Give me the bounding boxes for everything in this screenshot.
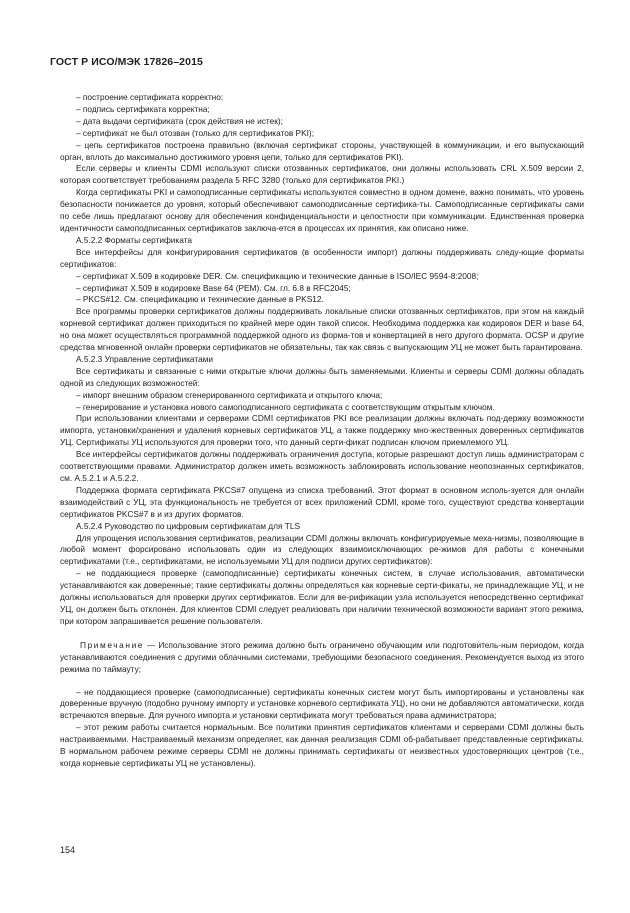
- list-item: – построение сертификата корректно;: [76, 92, 224, 102]
- paragraph: Когда сертификаты PKI и самоподписанные сертификаты используются совместно в одном домене, важно понимать, что уровень безопасности понижается до уровня, который обеспечивают самоподписанные сертифика-ты. Самоподписанные сертификаты сами по себе лишь предлагают основу для обеспечения конфиденциальности и целостности при коммуникации. Единственная проверка идентичности самоподписанных сертификатов заключа-ется в процессах их принятия, как описано ниже.: [60, 187, 584, 233]
- document-header: ГОСТ Р ИСО/МЭК 17826–2015: [50, 56, 203, 68]
- paragraph: Все программы проверки сертификатов должны поддерживать локальные списки отозванных сертификатов, при этом на каждый корневой сертификат должен приходиться по крайней мере один такой список. Необходима поддержка как кодировок DER и base 64, но она может осуществляться программной поддержкой одного из форма-тов и конвертацией в него другого формата. OCSP и другие средства мгновенной онлайн проверки сертификатов не обязательны, так как связь с выпускающим УЦ не может быть гарантирована.: [60, 306, 584, 353]
- paragraph: Если серверы и клиенты CDMI используют списки отозванных сертификатов, они должны использовать CRL X.509 версии 2, которая соответствует требованиям раздела 5 RFC 3280 (только для сертификатов PKI.): [60, 163, 584, 186]
- list-item: – генерирование и установка нового самоподписанного сертификата с соответствующим открытым ключом.: [76, 401, 495, 412]
- list-item: – цепь сертификатов построена правильно (включая сертификат стороны, участвующей в коммуникации, и его выпускающий орган, вплоть до максимально достижимого уровня цепи, только для сертификатов PKI).: [60, 139, 584, 162]
- list-item: – сертификат не был отозван (только для сертификатов PKI);: [76, 127, 315, 138]
- list-item: – сертификат X.509 в кодировке Base 64 (PEM). См. гл. 6.8 в RFC2045;: [76, 282, 351, 293]
- list-item: – PKCS#12. См. спецификацию и технические данные в PKS12.: [76, 294, 324, 305]
- paragraph: – этот режим работы считается нормальным. Все политики принятия сертификатов клиентами и серверами CDMI должны быть настраиваемыми. Настраиваемый механизм определяет, как данная реализация CDMI об-рабатывает представленные сертификаты. В нормальном рабочем режиме серверы CDMI не должны принимать сертификаты от неизвестных удостоверяющих центров (т.е., когда корневые сертификаты УЦ не установлены).: [60, 722, 584, 768]
- paragraph: Все сертификаты и связанные с ними открытые ключи должны быть заменяемыми. Клиенты и серверы CDMI должны обладать одной из следующих возможностей:: [60, 365, 584, 388]
- paragraph: – не поддающиеся проверке (самоподписанные) сертификаты конечных систем, в случае использования, автоматически устанавливаются как доверенные; такие сертификаты должны определяться как корневые серти-фикаты, не принадлежащие УЦ, и не должны использоваться для проверки других сертификатов. Если для ве-рификации узла используется непосредственно сертификат УЦ, он должен быть отклонен. Для клиентов CDMI следует реализовать при наличии технической возможности вариант этого режима, при котором запрашивается решение пользователя.: [60, 568, 584, 626]
- paragraph: Все интерфейсы сертификатов должны поддерживать ограничения доступа, которые разрешают доступ лишь администраторам с соответствующими правами. Администратор должен иметь возможность заблокировать использование неопознанных сертификатов, см. А.5.2.1 и А.5.2.2.: [60, 449, 584, 483]
- section-heading: А.5.2.3 Управление сертификатами: [76, 353, 214, 364]
- page-number: 154: [60, 845, 76, 855]
- section-heading: А.5.2.4 Руководство по цифровым сертификатам для TLS: [76, 520, 300, 531]
- list-item: – подпись сертификата корректна;: [76, 103, 210, 114]
- list-item: – сертификат X.509 в кодировке DER. См. спецификацию и технические данные в ISO/IEC 9594-8:2008;: [76, 270, 479, 281]
- list-item: – дата выдачи сертификата (срок действия не истек);: [76, 115, 283, 126]
- paragraph: – не поддающиеся проверке (самоподписанные) сертификаты конечных систем могут быть импортированы и установлены как доверенные вручную (подобно ручному импорту и установке корневого сертификата УЦ), но они не добавляются автоматически, когда встречаются впервые. Для ручного импорта и установки сертификата могут требоваться права администратора;: [60, 686, 584, 721]
- note: [60, 640, 584, 676]
- note-title: Примечание: [80, 639, 145, 650]
- list-item: – импорт внешним образом сгенерированного сертификата и открытого ключа;: [76, 389, 383, 400]
- paragraph: Для упрощения использования сертификатов, реализации CDMI должны включать конфигурируемые меха-низмы, позволяющие в любой момент форсировано использовать один из следующих взаимоисключающих ре-жимов для работы с конечными сертификатами (т.е., сертификатами, не используемыми УЦ для подписи других сертификатов):: [60, 532, 584, 567]
- paragraph: При использовании клиентами и серверами CDMI сертификатов PKI все реализации должны включать под-держку возможности импорта, установки/хранения и удаления корневых сертификатов УЦ, а также поддержку мно-жественных доверенных сертификатов УЦ. Сертификаты УЦ используются для проверки того, что данный серти-фикат подписан ключом приемлемого УЦ.: [60, 413, 584, 448]
- paragraph: Все интерфейсы для конфигурирования сертификатов (в особенности импорт) должны поддерживать следу-ющие форматы сертификатов:: [60, 246, 584, 269]
- document-body: [60, 92, 584, 770]
- section-heading: А.5.2.2 Форматы сертификата: [76, 234, 192, 245]
- note-text: — Использование этого режима должно быть ограничено обучающим или подготовитель-ным периодом, когда устанавливаются соединения с другими облачными системами, требующими безопасного соединения. Рекомендуется выход из этого режима по таймауту;: [60, 639, 584, 674]
- paragraph: Поддержка формата сертификата PKCS#7 опущена из списка требований. Этот формат в основном исполь-зуется для онлайн взаимодействий с УЦ, эта функциональность не требуется от всех приложений CDMI, кроме того, существуют средства конвертации сертификатов PKCS#7 в и из других форматов.: [60, 484, 584, 519]
